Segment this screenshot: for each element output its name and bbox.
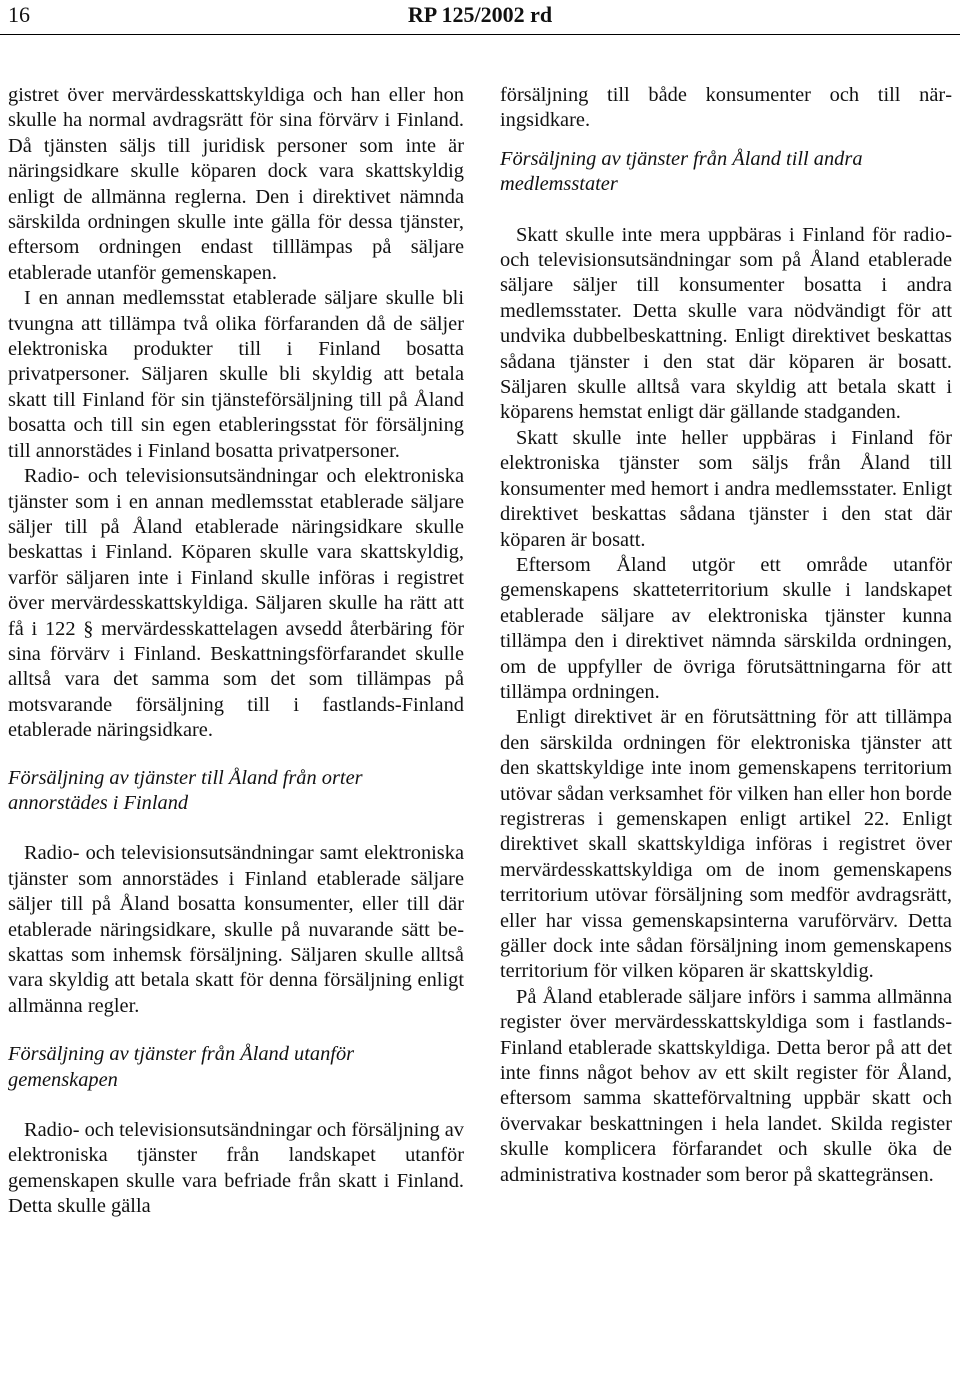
- page-number: 16: [8, 2, 30, 27]
- left-column: [8, 83, 464, 1220]
- paragraph: Skatt skulle inte heller uppbäras i Finland för elektroniska tjänster som säljs från Åland till konsumenter med hemort i andra medlemsstater. Enligt direktivet beskattas sådana tjänster i den stat där köparen är bosatt.: [500, 426, 952, 551]
- paragraph: Enligt direktivet är en förutsättning för att tillämpa den särskilda ordningen för elektroniska tjänster att den skattskyldige inte inom gemenskapens territorium utövar sådan verksamhet för vilken han eller hon borde registreras i gemenskapen enligt artikel 22. Enligt direktivet skall skattskyldiga införas i registret över mervärdesskattskyldiga om de inom gemenskapens territorium utövar försäljning som medför avdragsrätt, eller har vissa gemenskapsinterna varuförvärv. Detta gäller dock inte sådan försäljning inom gemenskapens territorium för vilken köparen är skattskyldig.: [500, 706, 952, 983]
- document-reference: RP 125/2002 rd: [407, 2, 553, 27]
- section-heading: Försäljning av tjänster till Åland från orter annorstädes i Finland: [8, 766, 363, 814]
- paragraph: Radio- och televisionsutsändningar och försäljning av elektroniska tjänster från landskapet utanför gemenskapen skulle vara befriade från skatt i Finland. Detta skulle gälla: [8, 1119, 465, 1218]
- paragraph: gistret över mervärdesskattskyldiga och han eller hon skulle ha normal avdragsrätt för sina förvärv i Finland. Då tjänsten säljs till juridisk personer som inte är näringsidkare skulle köparen dock vara skattskyldig enligt de allmänna reglerna. Den i direktivet nämnda särskilda ordningen skulle inte gälla för dessa tjänster, eftersom ordningen endast tilllämpas på säljare etablerade utanför gemenskapen.: [8, 84, 464, 284]
- paragraph: Skatt skulle inte mera uppbäras i Finland för radio- och televisionsutsändningar som på Åland etablerade säljare säljer till konsumenter bosatta i andra medlemsstater. Detta skulle vara nödvändigt för att undvika dubbelbeskattning. Enligt direktivet beskattas sådana tjänster i den stat där köparen är bosatt. Säljaren skulle alltså vara skyldig att betala skatt i köparens hemstat enligt där gällande stadganden.: [500, 223, 952, 424]
- paragraph: Radio- och televisionsutsändningar samt elektroniska tjänster som annorstädes i Finland etablerade säljare säljer till på Åland bosatta konsumenter, eller till där etablerade näringsidkare, skulle på nuvarande sätt beskattas som inhemsk försäljning. Säljaren skulle alltså vara skyldig att betala skatt för denna försäljning enligt allmänna regler.: [8, 842, 464, 1017]
- header-rule: [0, 34, 960, 35]
- paragraph: Eftersom Åland utgör ett område utanför gemenskapens skatteterritorium skulle i landskapet etablerade säljare av elektroniska tjänster kunna tillämpa den i direktivet nämnda särskilda ordningen, om de uppfyller de övriga förutsättningarna för att tillämpa ordningen.: [500, 553, 952, 703]
- section-heading: Försäljning av tjänster från Åland till andra medlemsstater: [500, 147, 863, 196]
- paragraph: försäljning till både konsumenter och till näringsidkare.: [500, 84, 952, 132]
- paragraph: I en annan medlemsstat etablerade säljare skulle bli tvungna att tillämpa två olika förfaranden då de säljer elektroniska produkter till i Finland bosatta privatpersoner. Säljaren skulle bli skyldig att betala skatt till Finland för sin tjänsteförsäljning till på Åland bosatta och till sin egen etableringsstat för försäljning till annorstädes i Finland bosatta privatpersoner.: [8, 287, 464, 462]
- paragraph: Radio- och televisionsutsändningar och elektroniska tjänster som i en annan medlemsstat etablerade säljare säljer till på Åland etablerade näringsidkare skulle beskattas i Finland. Köparen skulle vara skattskyldig, varför säljaren inte i Finland skulle införas i registret över mervärdesskattskyldiga. Säljaren skulle ha rätt att få i 122 § mervärdesskattelagen avsedd återbäring för sina förvärv i Finland. Beskattningsförfarandet skulle alltså vara det samma som det som tillämpas på motsvarande försäljning till i fastlands-Finland etablerade näringsidkare.: [8, 465, 464, 742]
- right-column: [500, 83, 952, 1188]
- section-heading: Försäljning av tjänster från Åland utanför gemenskapen: [8, 1043, 355, 1091]
- paragraph: På Åland etablerade säljare införs i samma allmänna register över mervärdesskattskyldiga som i fastlands-Finland etablerade skattskyldiga. Detta beror på att det inte finns något behov av ett skilt register för Åland, eftersom samma skatteförvaltning uppbär skatt och övervakar beskattningen i hela landet. Skilda register skulle komplicera förfarandet och skulle öka de administrativa kostnader som beror på skattegränsen.: [500, 985, 952, 1186]
